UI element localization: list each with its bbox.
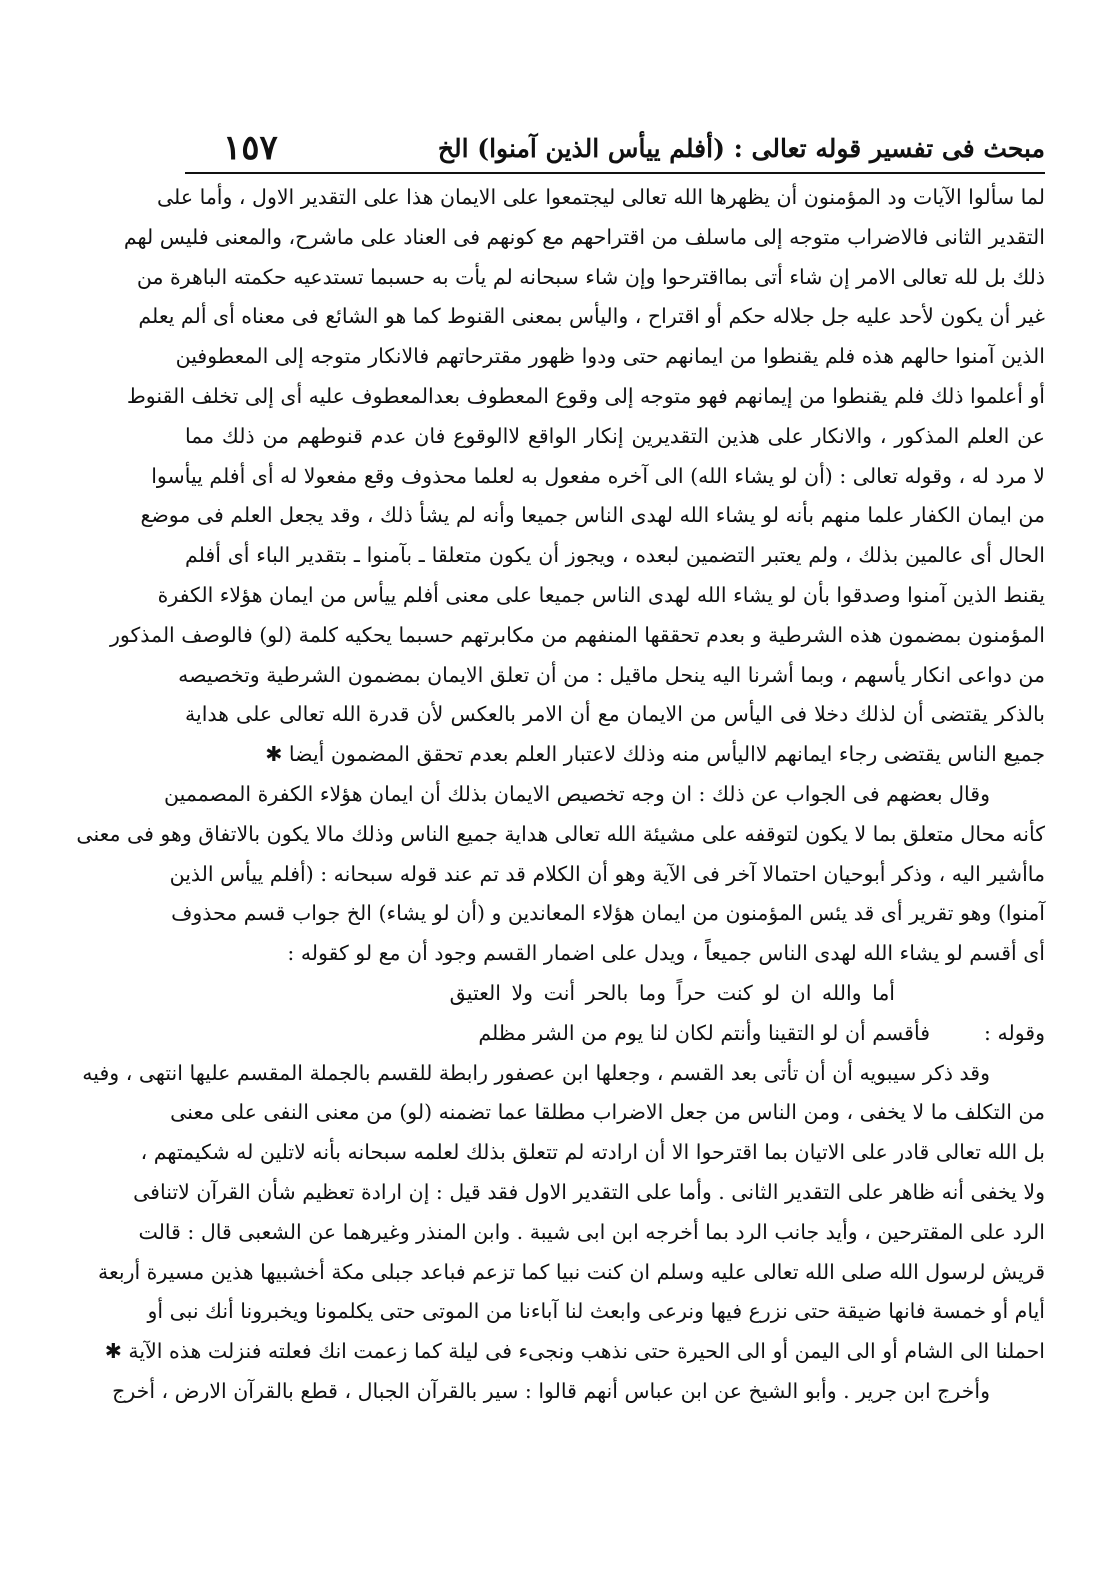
text-line: وقد ذكر سيبويه أن أن تأتى بعد القسم ، وجعلها ابن عصفور رابطة للقسم بالجملة المقسم عليها انتهى ، وفيه [82, 1060, 990, 1085]
text-line: لما سألوا الآيات ود المؤمنون أن يظهرها الله تعالى ليجتمعوا على الايمان هذا على التقدير الاول ، وأما على [156, 185, 1045, 209]
header-rule [185, 172, 1045, 174]
running-header [185, 128, 1045, 172]
text-line: من التكلف ما لا يخفى ، ومن الناس من جعل الاضراب مطلقا عما تضمنه (لو) من معنى النفى على معنى [170, 1100, 1045, 1125]
text-line: وأخرج ابن جرير . وأبو الشيخ عن ابن عباس أنهم قالوا : سير بالقرآن الجبال ، قطع بالقرآن الارض ، أخرج [112, 1378, 990, 1403]
verse-line: أما والله ان لو كنت حراً وما بالحر أنت ولا العتيق [449, 980, 895, 1005]
text-line: الرد على المقترحين ، وأيد جانب الرد بما أخرجه ابن ابى شيبة . وابن المنذر وغيرهما عن الشعبى قال : قالت [138, 1219, 1045, 1244]
text-line: التقدير الثانى فالاضراب متوجه إلى ماسلف من اقتراحهم مع كونهم فى العناد على ماشرح، والمعنى فليس لهم [123, 224, 1045, 249]
text-line: احملنا الى الشام أو الى اليمن أو الى الحيرة حتى نذهب ونجىء فى ليلة كما زعمت انك فعلته فنزلت هذه الآية ✱ [104, 1339, 1045, 1364]
text-line: لا مرد له ، وقوله تعالى : (أن لو يشاء الله) الى آخره مفعول به لعلما محذوف وقع مفعولا له أى أفلم ييأسوا [151, 463, 1045, 488]
text-line: المؤمنون بمضمون هذه الشرطية و بعدم تحققها المنفهم من مكابرتهم حسبما يحكيه كلمة (لو) فالوصف المذكور [109, 622, 1045, 647]
text-line: ماأشير اليه ، وذكر أبوحيان احتمالا آخر فى الآية وهو أن الكلام قد تم عند قوله سبحانه : (أفلم ييأس الذين [169, 861, 1045, 886]
text-line: بل الله تعالى قادر على الاتيان بما اقترحوا الا أن ارادته لم تتعلق بذلك لعلمه سبحانه بأنه لاتلين له شكيمتهم ، [140, 1140, 1045, 1165]
text-line: أو أعلموا ذلك فلم يقنطوا من إيمانهم فهو متوجه إلى وقوع المعطوف بعدالمعطوف عليه أى إلى تخلف القنوط [126, 383, 1045, 408]
text-line: كأنه محال متعلق بما لا يكون لتوقفه على مشيئة الله تعالى هداية جميع الناس وذلك مالا يكون بالاتفاق وهو فى معنى [76, 821, 1045, 846]
text-line: قريش لرسول الله صلى الله تعالى عليه وسلم ان كنت نبيا كما تزعم فباعد جبلى مكة أخشبيها هذين مسيرة أربعة [97, 1259, 1045, 1284]
verse-line [185, 1014, 1045, 1054]
text-line: ذلك بل لله تعالى الامر إن شاء أتى بمااقترحوا وإن شاء سبحانه لم يأت به حسبما تستدعيه حكمته الباهرة من [136, 264, 1045, 289]
page-body [76, 178, 1045, 1412]
verse-text: فأقسم أن لو التقينا وأنتم لكان لنا يوم من الشر مظلم [478, 1020, 930, 1045]
text-line: من دواعى انكار يأسهم ، وبما أشرنا اليه ينحل ماقيل : من أن تعلق الايمان بمضمون الشرطية وتخصيصه [178, 662, 1045, 687]
running-title: مبحث فى تفسير قوله تعالى : (أفلم ييأس الذين آمنوا) الخ [437, 134, 1045, 163]
text-line: من ايمان الكفار علما منهم بأنه لو يشاء الله لهدى الناس جميعا وأنه لم يشأ ذلك ، وقد يجعل العلم فى موضع [140, 503, 1045, 528]
text-line: وقال بعضهم فى الجواب عن ذلك : ان وجه تخصيص الايمان بذلك أن ايمان هؤلاء الكفرة المصممين [164, 781, 990, 806]
text-line: أيام أو خمسة فانها ضيقة حتى نزرع فيها ونرعى وابعث لنا آباءنا من الموتى حتى يكلمونا ويخبرونا أنك نبى أو [147, 1299, 1045, 1324]
verse-label: وقوله : [984, 1020, 1045, 1045]
text-line: آمنوا) وهو تقرير أى قد يئس المؤمنون من ايمان هؤلاء المعاندين و (أن لو يشاء) الخ جواب قسم محذوف [171, 901, 1045, 926]
text-line: الحال أى عالمين بذلك ، ولم يعتبر التضمين لبعده ، ويجوز أن يكون متعلقا ـ بآمنوا ـ بتقدير الباء أى أفلم [185, 543, 1045, 568]
text-line: عن العلم المذكور ، والانكار على هذين التقديرين إنكار الواقع لاالوقوع فان عدم قنوطهم من ذلك مما [185, 423, 1045, 448]
page-number: ١٥٧ [223, 128, 278, 168]
text-line: يقنط الذين آمنوا وصدقوا بأن لو يشاء الله لهدى الناس جميعا على معنى أفلم ييأس من ايمان هؤلاء الكفرة [157, 582, 1045, 607]
text-line: جميع الناس يقتضى رجاء ايمانهم لااليأس منه وذلك لاعتبار العلم بعدم تحقق المضمون أيضا ✱ [265, 742, 1045, 767]
text-line: الذين آمنوا حالهم هذه فلم يقنطوا من ايمانهم حتى ودوا ظهور مقترحاتهم فالانكار متوجه إلى المعطوفين [175, 344, 1045, 369]
text-line: ولا يخفى أنه ظاهر على التقدير الثانى . وأما على التقدير الاول فقد قيل : إن ارادة تعظيم شأن القرآن لاتنافى [133, 1179, 1045, 1204]
text-line: بالذكر يقتضى أن لذلك دخلا فى اليأس من الايمان مع أن الامر بالعكس لأن قدرة الله تعالى على هداية [185, 702, 1045, 727]
text-line: غير أن يكون لأحد عليه جل جلاله حكم أو اقتراح ، واليأس بمعنى القنوط كما هو الشائع فى معناه أى ألم يعلم [138, 304, 1045, 329]
text-line: أى أقسم لو يشاء الله لهدى الناس جميعاً ، ويدل على اضمار القسم وجود أن مع لو كقوله : [287, 941, 1045, 966]
